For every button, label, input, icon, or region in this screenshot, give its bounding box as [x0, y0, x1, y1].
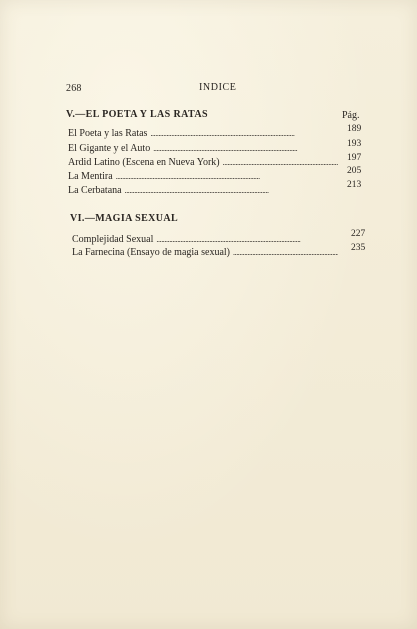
toc-entry — [68, 157, 338, 168]
dot-leader — [233, 248, 338, 257]
toc-entry-title: La Farnecina (Ensayo de magia sexual) — [72, 247, 230, 258]
dot-leader — [156, 235, 338, 244]
toc-entry-page: 235 — [351, 243, 366, 253]
toc-entry-title: El Gigante y el Auto — [68, 143, 151, 154]
toc-entry — [68, 185, 338, 196]
toc-entry-page: 189 — [347, 124, 362, 134]
toc-entry-title: El Poeta y las Ratas — [68, 128, 148, 139]
toc-entry-title: La Cerbatana — [68, 185, 122, 196]
dot-leader — [153, 144, 338, 153]
toc-entry-page: 193 — [347, 139, 362, 149]
toc-entry-page: 197 — [347, 153, 362, 163]
section-title-v: V.—EL POETA Y LAS RATAS — [66, 109, 208, 120]
dot-leader — [125, 186, 338, 195]
toc-entry-title: Ardid Latino (Escena en Nueva York) — [68, 157, 220, 168]
page-column-label: Pág. — [342, 110, 360, 121]
toc-entry — [68, 143, 338, 154]
page-number: 268 — [66, 83, 82, 94]
toc-entry — [72, 247, 338, 258]
running-head: INDICE — [199, 82, 237, 93]
dot-leader — [150, 129, 338, 138]
toc-entry — [68, 171, 338, 182]
toc-entry-title: Complejidad Sexual — [72, 234, 154, 245]
section-title-vi: VI.—MAGIA SEXUAL — [70, 213, 179, 224]
dot-leader — [116, 172, 338, 181]
toc-entry-title: La Mentira — [68, 171, 113, 182]
toc-entry — [72, 234, 338, 245]
toc-entry-page: 205 — [347, 166, 362, 176]
dot-leader — [223, 158, 338, 167]
toc-entry-page: 213 — [347, 180, 362, 190]
toc-entry-page: 227 — [351, 229, 366, 239]
toc-entry — [68, 128, 338, 139]
